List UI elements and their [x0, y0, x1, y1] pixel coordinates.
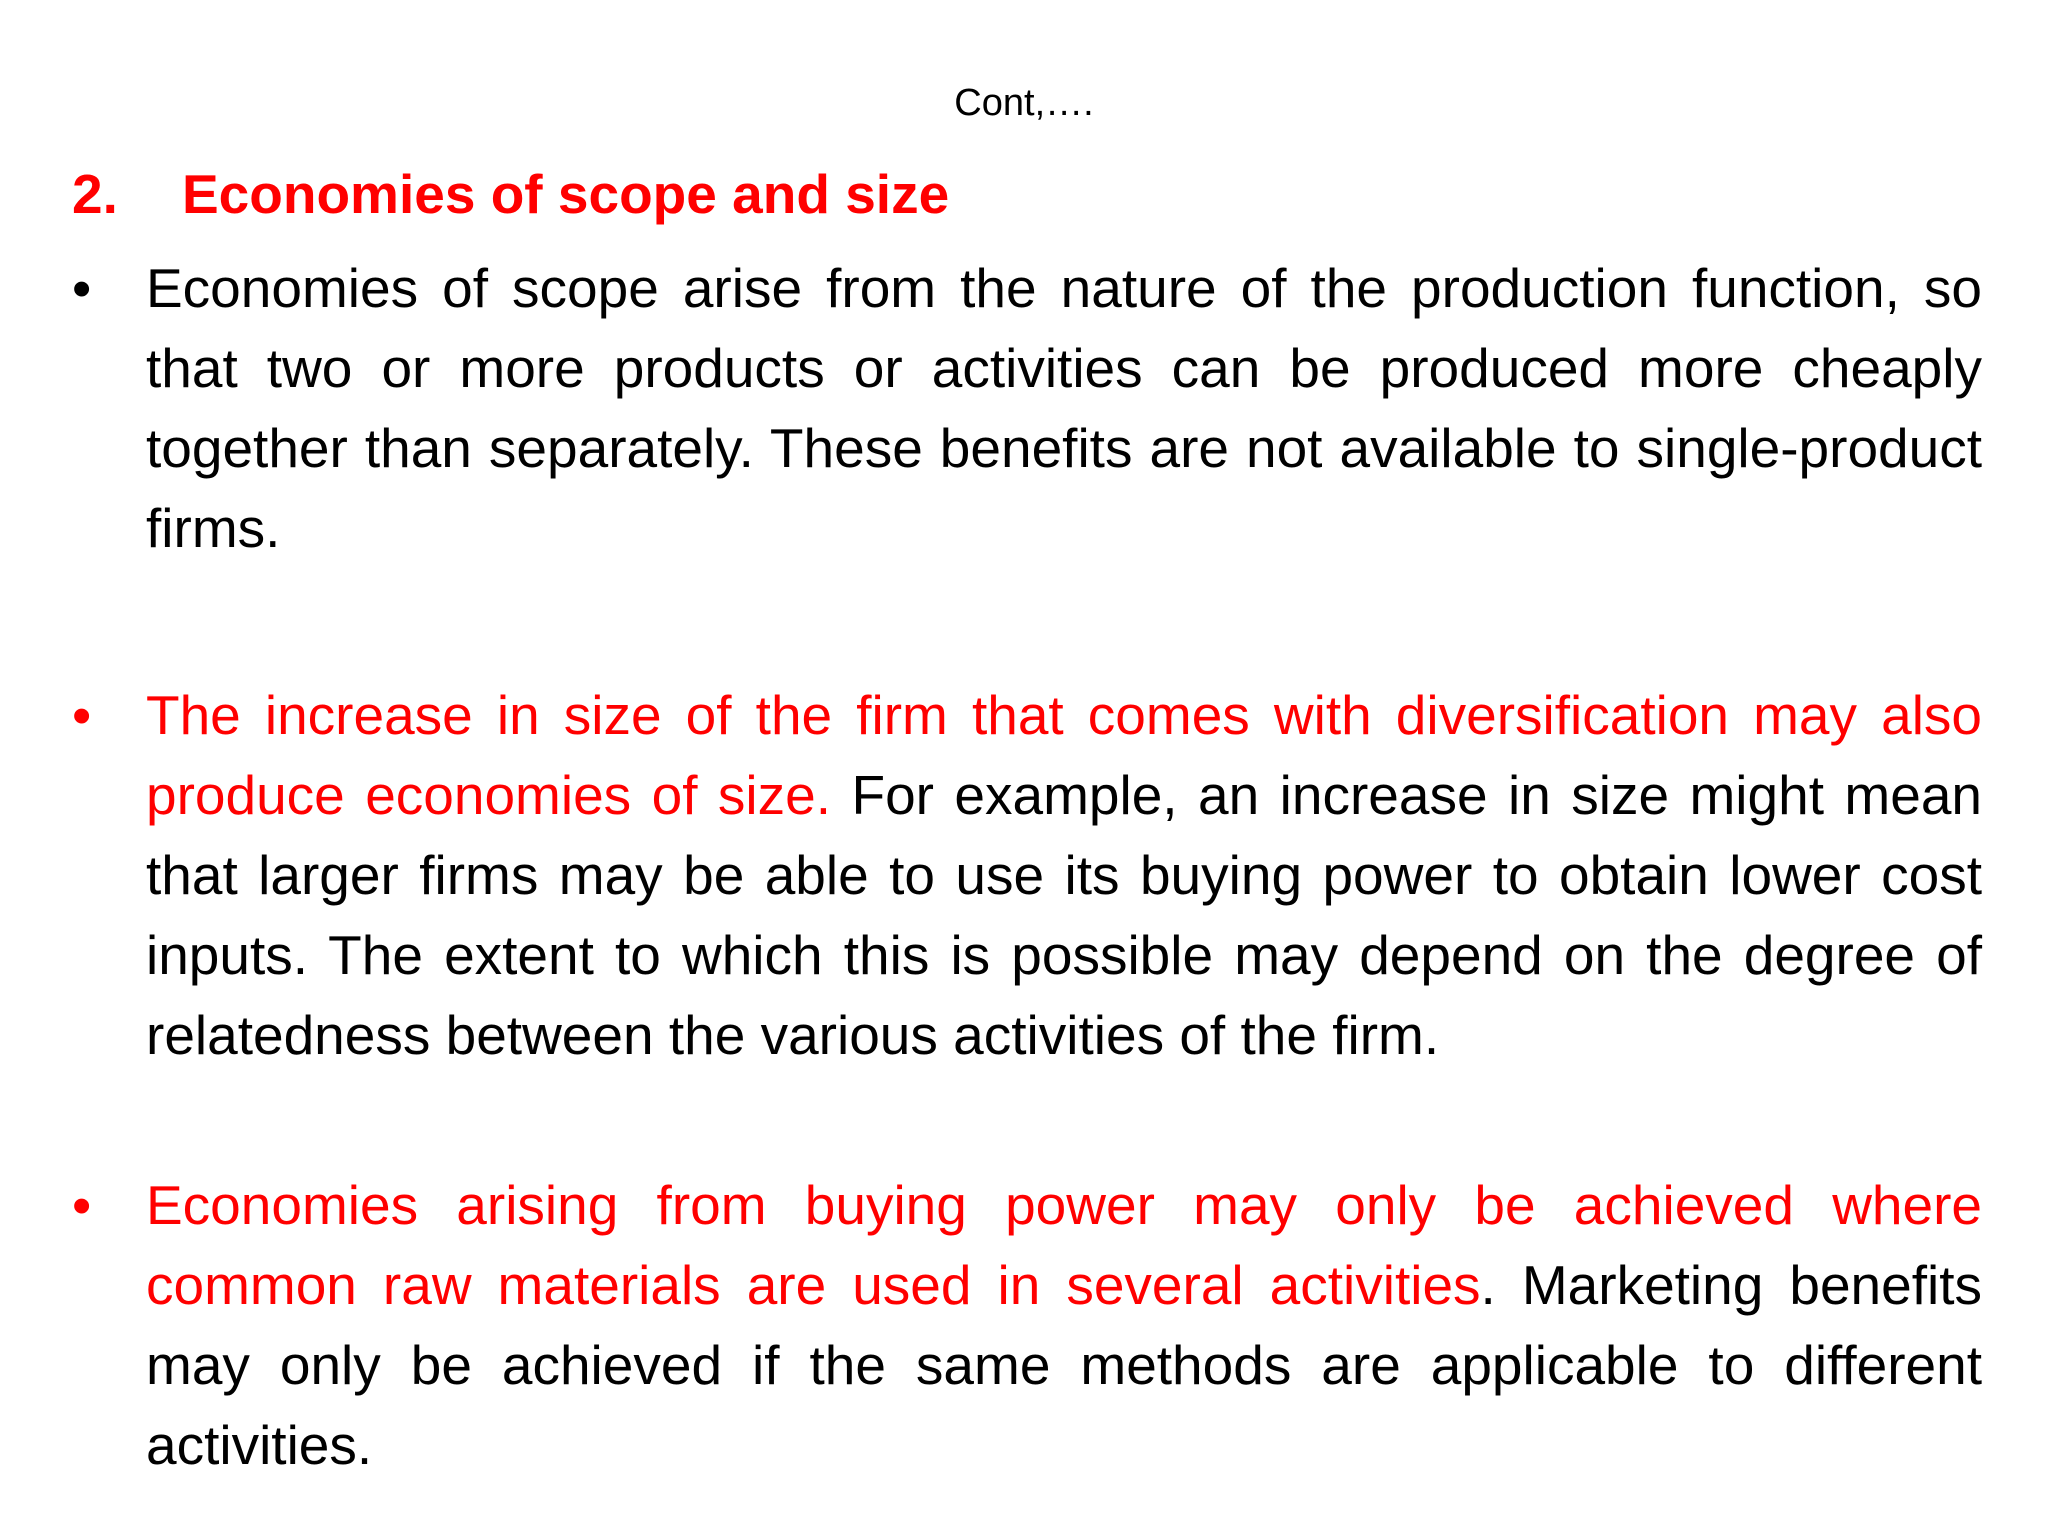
bullet-item-buying-power — [72, 1165, 1982, 1485]
bullet-item-size — [72, 675, 1982, 1075]
bullet-icon: • — [72, 257, 92, 319]
bullet-body-text: For example, an increase in size might mean that larger firms may be able to use its buying power to obtain lower cost inputs. The extent to which this is possible may depend on the degree of relatedness between the various activities of the firm. — [146, 764, 1982, 1066]
bullet-text — [146, 1165, 1982, 1485]
bullet-body-text: . Marketing benefits may only be achieved if the same methods are applicable to different activities. — [146, 1254, 1982, 1476]
section-heading — [72, 160, 1992, 228]
bullet-icon: • — [72, 684, 92, 746]
bullet-text — [146, 248, 1982, 568]
slide-title: Cont,…. — [954, 82, 1094, 124]
bullet-body-text: Economies of scope arise from the nature of the production function, so that two or more products or activities can be produced more cheaply together than separately. These benefits are not available to single-product firms. — [146, 257, 1982, 559]
bullet-emphasis-text: The increase in size of the firm that comes with diversification may also produce economies of size. — [146, 684, 1982, 826]
section-heading-text: Economies of scope and size — [182, 163, 950, 225]
bullet-icon: • — [72, 1174, 92, 1236]
section-number: 2. — [72, 163, 118, 225]
bullet-emphasis-text: Economies arising from buying power may only be achieved where common raw materials are used in several activities — [146, 1174, 1982, 1316]
bullet-text — [146, 675, 1982, 1075]
bullet-item-scope — [72, 248, 1982, 568]
